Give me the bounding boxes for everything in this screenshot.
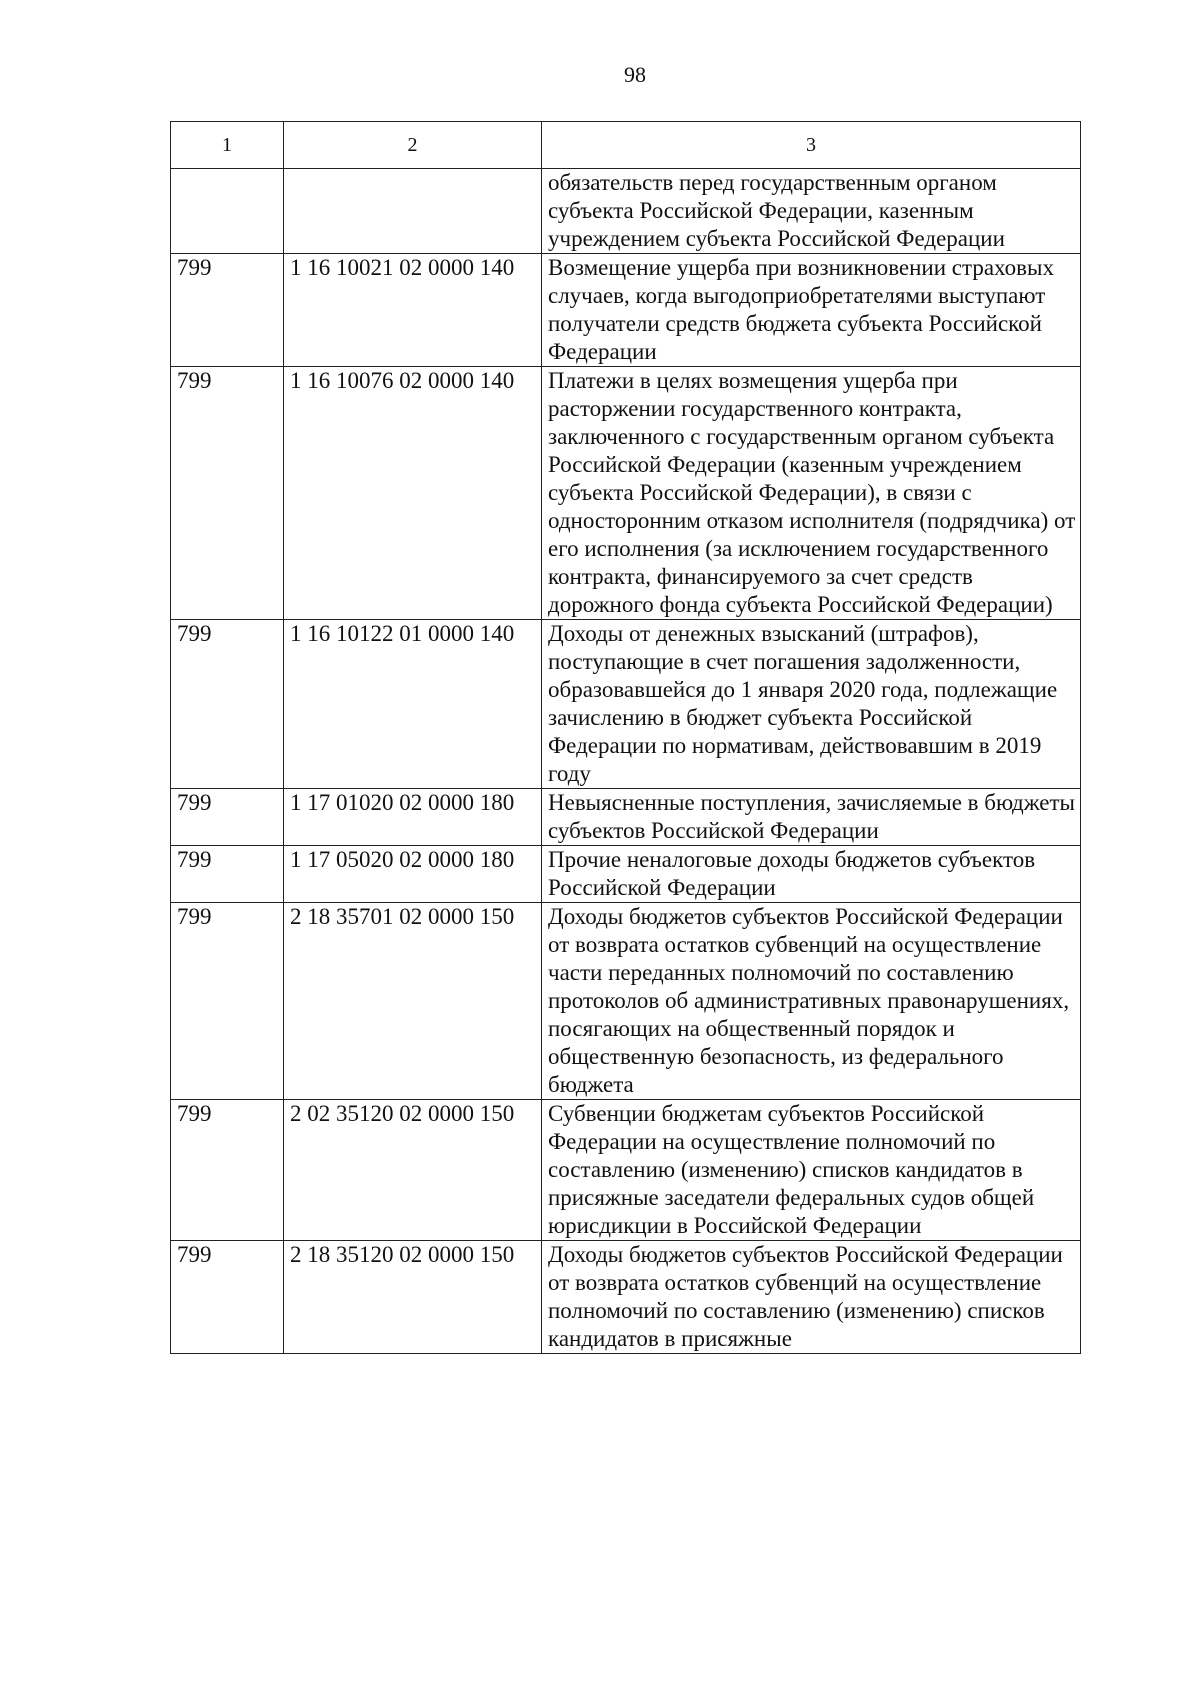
- admin-code-cell: 799: [171, 254, 284, 367]
- admin-code-cell: 799: [171, 846, 284, 903]
- table-header-row: [171, 122, 1081, 169]
- revenue-code-cell: 1 16 10021 02 0000 140: [284, 254, 542, 367]
- admin-code-cell: 799: [171, 789, 284, 846]
- description-cell: Субвенции бюджетам субъектов Российской Федерации на осуществление полномочий по составлению (изменению) списков кандидатов в присяжные заседатели федеральных судов общей юрисдикции в Российской Федерации: [542, 1100, 1081, 1241]
- revenue-code-cell: 1 17 01020 02 0000 180: [284, 789, 542, 846]
- revenue-code-cell: 1 17 05020 02 0000 180: [284, 846, 542, 903]
- admin-code-cell: [171, 169, 284, 254]
- budget-classification-table: [170, 121, 1081, 1354]
- revenue-code-cell: [284, 169, 542, 254]
- table-row: [171, 169, 1081, 254]
- admin-code-cell: 799: [171, 903, 284, 1100]
- table-row: [171, 1241, 1081, 1354]
- revenue-code-cell: 2 18 35120 02 0000 150: [284, 1241, 542, 1354]
- table-row: [171, 846, 1081, 903]
- table-row: [171, 620, 1081, 789]
- table-row: [171, 789, 1081, 846]
- admin-code-cell: 799: [171, 1241, 284, 1354]
- revenue-code-cell: 1 16 10076 02 0000 140: [284, 367, 542, 620]
- revenue-code-cell: 1 16 10122 01 0000 140: [284, 620, 542, 789]
- revenue-code-cell: 2 02 35120 02 0000 150: [284, 1100, 542, 1241]
- description-cell: Доходы бюджетов субъектов Российской Федерации от возврата остатков субвенций на осуществление части переданных полномочий по составлению протоколов об административных правонарушениях, посягающих на общественный порядок и общественную безопасность, из федерального бюджета: [542, 903, 1081, 1100]
- table-row: [171, 367, 1081, 620]
- admin-code-cell: 799: [171, 367, 284, 620]
- description-cell: Доходы от денежных взысканий (штрафов), поступающие в счет погашения задолженности, образовавшейся до 1 января 2020 года, подлежащие зачислению в бюджет субъекта Российской Федерации по нормативам, действовавшим в 2019 году: [542, 620, 1081, 789]
- admin-code-cell: 799: [171, 620, 284, 789]
- description-cell: Возмещение ущерба при возникновении страховых случаев, когда выгодоприобретателями выступают получатели средств бюджета субъекта Российской Федерации: [542, 254, 1081, 367]
- description-cell: Прочие неналоговые доходы бюджетов субъектов Российской Федерации: [542, 846, 1081, 903]
- description-cell: Доходы бюджетов субъектов Российской Федерации от возврата остатков субвенций на осуществление полномочий по составлению (изменению) списков кандидатов в присяжные: [542, 1241, 1081, 1354]
- table-row: [171, 254, 1081, 367]
- description-cell: Невыясненные поступления, зачисляемые в бюджеты субъектов Российской Федерации: [542, 789, 1081, 846]
- table-row: [171, 903, 1081, 1100]
- column-header-3: 3: [542, 122, 1081, 169]
- table-row: [171, 1100, 1081, 1241]
- revenue-code-cell: 2 18 35701 02 0000 150: [284, 903, 542, 1100]
- admin-code-cell: 799: [171, 1100, 284, 1241]
- column-header-1: 1: [171, 122, 284, 169]
- page-number: 98: [624, 62, 646, 87]
- column-header-2: 2: [284, 122, 542, 169]
- description-cell: обязательств перед государственным органом субъекта Российской Федерации, казенным учреждением субъекта Российской Федерации: [542, 169, 1081, 254]
- description-cell: Платежи в целях возмещения ущерба при расторжении государственного контракта, заключенного с государственным органом субъекта Российской Федерации (казенным учреждением субъекта Российской Федерации), в связи с односторонним отказом исполнителя (подрядчика) от его исполнения (за исключением государственного контракта, финансируемого за счет средств дорожного фонда субъекта Российской Федерации): [542, 367, 1081, 620]
